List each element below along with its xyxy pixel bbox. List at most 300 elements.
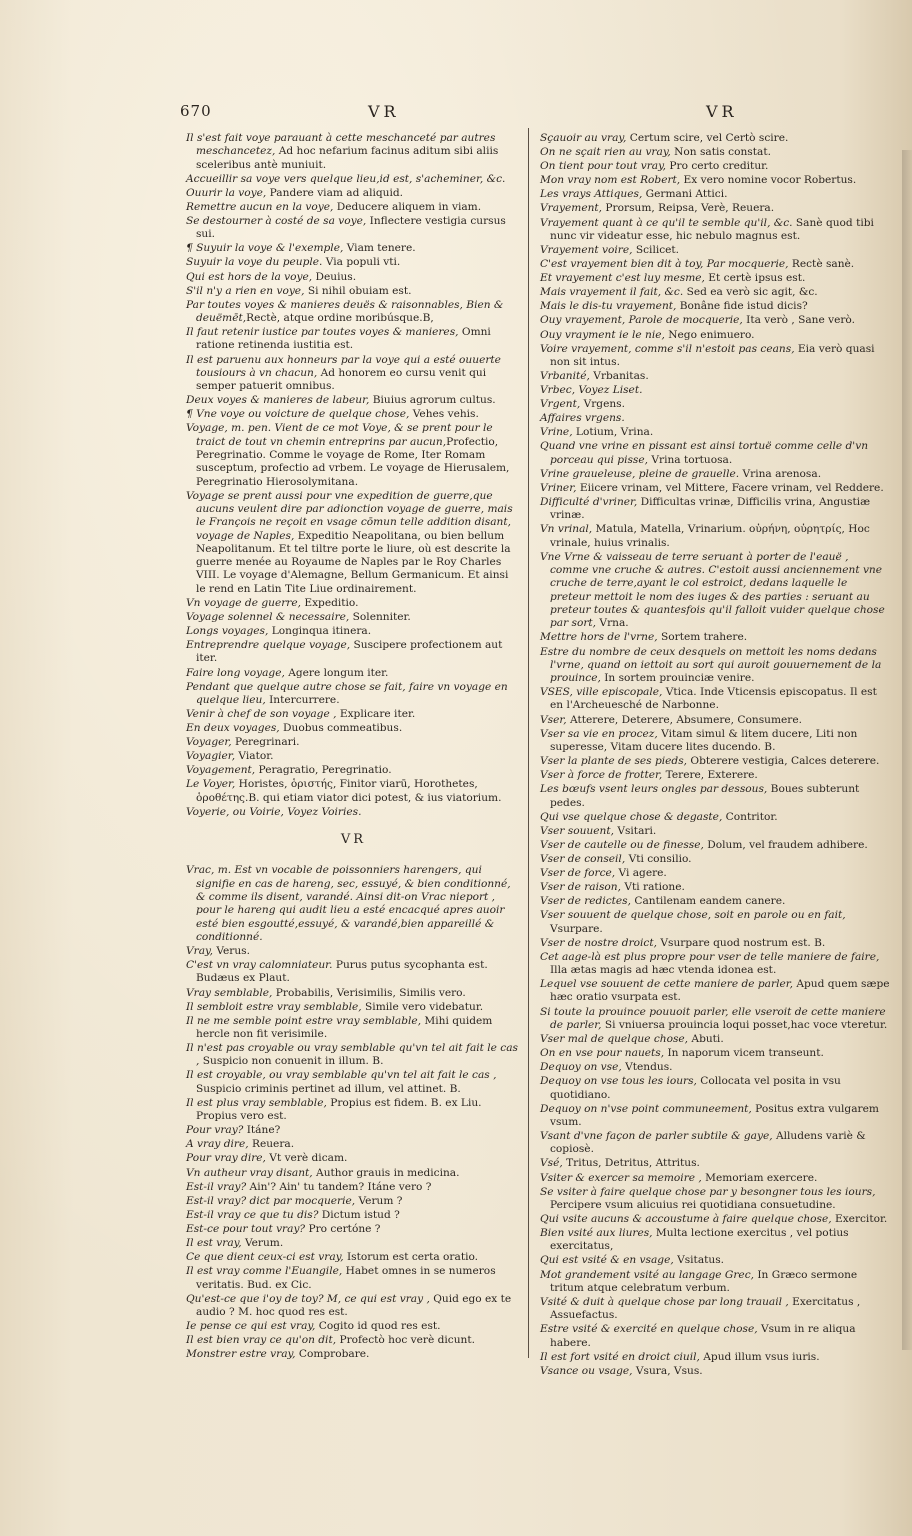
latin-translation: Quid ego ex te audio ? M. hoc quod res est. bbox=[196, 1292, 512, 1318]
french-phrase: Vrayement, bbox=[540, 202, 603, 215]
french-phrase: Voyage se prent aussi pour vne expedition de guerre,que aucuns veulent dire par adionction voyage de guerre, mais le François ne reçoit en vsage cōmun telle addition disant, voyage de Naples, bbox=[186, 489, 513, 542]
dictionary-entry bbox=[186, 778, 521, 805]
latin-translation: Vsitari. bbox=[613, 824, 657, 837]
french-phrase: Vrac, m. Est vn vocable de poissonniers harengers, qui signifie en cas de hareng, sec, essuyé, & bien conditionné, & comme ils disent, varandé. Ainsi dit-on Vrac nieport , pour le hareng qui audit lieu a esté encacqué apres auoir esté bien esgoutté,essuyé, & varandé,bien appareillé & conditionné. bbox=[186, 864, 511, 943]
french-phrase: Voyager, bbox=[186, 736, 232, 749]
latin-translation: Profectò hoc verè dicunt. bbox=[336, 1334, 475, 1347]
latin-translation: Percipere vsum alicuius rei quotidiana consuetudine. bbox=[550, 1198, 836, 1211]
latin-translation: Peragratio, Peregrinatio. bbox=[255, 764, 392, 777]
right-column-entries bbox=[540, 132, 890, 1378]
dictionary-entry bbox=[540, 755, 890, 768]
french-phrase: Bien vsité aux liures, bbox=[540, 1227, 653, 1240]
latin-translation: Expeditio. bbox=[300, 596, 359, 609]
dictionary-entry bbox=[540, 1006, 890, 1033]
french-phrase: C'est vrayement bien dit à toy, Par mocquerie, bbox=[540, 258, 789, 271]
french-phrase: Vne Vrne & vaisseau de terre seruant à porter de l'eauë , comme vne cruche & autres. C'estoit aussi anciennement vne cruche de terre,ayant le col estroict, dedans laquelle le preteur mettoit le nom des iuges & des parties : seruant au preteur toutes & quantesfois qu'il falloit vuider quelque chose par sort, bbox=[540, 550, 885, 630]
latin-translation: Certum scire, vel Certò scire. bbox=[626, 132, 789, 144]
dictionary-entry bbox=[186, 201, 521, 214]
latin-translation: Via populi vti. bbox=[322, 256, 401, 269]
dictionary-entry bbox=[186, 271, 521, 284]
french-phrase: Mot grandement vsité au langage Grec, bbox=[540, 1268, 754, 1281]
french-phrase: Vrayement voire, bbox=[540, 243, 633, 256]
french-phrase: On ne sçait rien au vray, bbox=[540, 146, 671, 159]
french-phrase: A vray dire, bbox=[186, 1138, 249, 1151]
dictionary-entry bbox=[186, 242, 521, 255]
page-edge-shadow bbox=[902, 150, 912, 1350]
latin-translation: Explicare iter. bbox=[336, 708, 416, 720]
latin-translation: Memoriam exercere. bbox=[701, 1171, 818, 1184]
latin-translation: Et certè ipsus est. bbox=[704, 272, 806, 285]
latin-translation: Apud quem sæpe hæc oratio vsurpata est. bbox=[550, 978, 890, 1004]
latin-translation: Vti consilio. bbox=[625, 852, 692, 865]
dictionary-entry bbox=[186, 285, 521, 298]
french-phrase: Dequoy on vse, bbox=[540, 1061, 622, 1074]
french-phrase: Ouurir la voye, bbox=[186, 186, 267, 199]
latin-translation: Pro certo creditur. bbox=[666, 160, 769, 173]
dictionary-entry bbox=[540, 329, 890, 342]
dictionary-entry bbox=[540, 244, 890, 257]
latin-translation: Germani Attici. bbox=[642, 188, 728, 201]
latin-translation: Sanè quod tibi nunc vir videatur esse, hic nebulo magnus est. bbox=[550, 216, 874, 242]
dictionary-entry bbox=[186, 215, 521, 242]
latin-translation: Terere, Exterere. bbox=[662, 769, 758, 782]
latin-translation: Rectè, atque ordine moribúsque.B, bbox=[246, 312, 434, 325]
dictionary-entry bbox=[540, 188, 890, 201]
latin-translation: Bonâne fide istud dicis? bbox=[676, 300, 808, 313]
french-phrase: ¶ Vne voye ou voicture de quelque chose, bbox=[186, 408, 410, 421]
dictionary-entry bbox=[186, 611, 521, 624]
french-phrase: Dequoy on vse tous les iours, bbox=[540, 1075, 697, 1088]
french-phrase: Vser de conseil, bbox=[540, 852, 626, 865]
latin-translation: In naporum vicem transeunt. bbox=[664, 1047, 824, 1060]
dictionary-entry bbox=[186, 1167, 521, 1180]
dictionary-entry bbox=[186, 806, 521, 819]
dictionary-entry bbox=[186, 625, 521, 638]
french-phrase: Remettre aucun en la voye, bbox=[186, 200, 334, 213]
latin-translation: Vtica. Inde Vticensis episcopatus. Il est en l'Archeuesché de Narbonne. bbox=[550, 686, 877, 712]
dictionary-entry bbox=[186, 490, 521, 596]
latin-translation: Obterere vestigia, Calces deterere. bbox=[687, 755, 880, 768]
dictionary-entry bbox=[540, 1186, 890, 1213]
page-number: 670 bbox=[180, 102, 212, 120]
french-phrase: Vrayement quant à ce qu'il te semble qu'il, &c. bbox=[540, 216, 793, 229]
french-phrase: Il est plus vray semblable, bbox=[186, 1096, 327, 1109]
french-phrase: Vser souuent de quelque chose, soit en parole ou en fait, bbox=[540, 909, 846, 922]
latin-translation: Omni ratione retinenda iustitia est. bbox=[196, 326, 491, 352]
latin-translation: Pro certóne ? bbox=[305, 1222, 381, 1235]
french-phrase: Il faut retenir iustice par toutes voyes & manieres, bbox=[186, 326, 459, 339]
french-phrase: Est-ce pour tout vray? bbox=[186, 1222, 306, 1235]
french-phrase: Par toutes voyes & manieres deuës & raisonnables, Bien & deuëmēt, bbox=[186, 298, 504, 325]
french-phrase: Vray semblable, bbox=[186, 986, 273, 999]
latin-translation: Illa ætas magis ad hæc vtenda idonea est. bbox=[550, 964, 777, 977]
french-phrase: Vray, bbox=[186, 945, 213, 958]
french-phrase: Il sembloit estre vray semblable, bbox=[186, 1000, 362, 1013]
french-phrase: Et vrayement c'est luy mesme, bbox=[540, 272, 705, 285]
dictionary-entry bbox=[186, 1195, 521, 1208]
latin-translation: Author grauis in medicina. bbox=[312, 1166, 460, 1179]
latin-translation: Horistes, ὁριστής, Finitor viarū, Horothetes, ὁροθέτης.B. qui etiam viator dici potest, & ius viatorium. bbox=[196, 778, 502, 804]
dictionary-entry bbox=[186, 1348, 521, 1361]
french-phrase: Longs voyages, bbox=[186, 625, 269, 638]
dictionary-entry bbox=[186, 945, 521, 958]
latin-translation: Vrina arenosa. bbox=[739, 467, 822, 480]
left-column bbox=[186, 132, 521, 1362]
left-column-entries-vray bbox=[186, 864, 521, 1361]
latin-translation: Scilicet. bbox=[632, 243, 680, 256]
french-phrase: Se destourner à costé de sa voye, bbox=[186, 214, 367, 227]
latin-translation: Alludens variè & copiosè. bbox=[550, 1130, 866, 1156]
french-phrase: Vn voyage de guerre, bbox=[186, 596, 301, 609]
latin-translation: Mihi quidem hercle non fit verisimile. bbox=[196, 1014, 493, 1040]
latin-translation: Matula, Matella, Vrinarium. οὐρήνη, οὐρητρίς, Hoc vrinale, huius vrinalis. bbox=[550, 523, 870, 549]
dictionary-entry bbox=[540, 426, 890, 439]
latin-translation: Ita verò , Sane verò. bbox=[742, 314, 855, 327]
dictionary-entry bbox=[540, 1103, 890, 1130]
latin-translation: Multa lectione exercitus , vel potius exercitatus, bbox=[550, 1227, 849, 1253]
french-phrase: Voyage, m. pen. Vient de ce mot Voye, & se prent pour le traict de tout vn chemin entreprins par aucun, bbox=[186, 422, 493, 448]
dictionary-entry bbox=[186, 256, 521, 269]
latin-translation: Pandere viam ad aliquid. bbox=[266, 186, 403, 199]
french-phrase: Vser de raison, bbox=[540, 881, 621, 894]
dictionary-entry bbox=[540, 482, 890, 495]
latin-translation: Suspicio criminis pertinet ad illum, vel attinet. B. bbox=[196, 1082, 461, 1095]
latin-translation: Habet omnes in se numeros veritatis. Bud. ex Cic. bbox=[196, 1265, 496, 1291]
dictionary-entry bbox=[186, 326, 521, 353]
dictionary-entry bbox=[186, 1138, 521, 1151]
dictionary-entry bbox=[540, 867, 890, 880]
dictionary-entry bbox=[186, 408, 521, 421]
dictionary-entry bbox=[540, 728, 890, 755]
dictionary-entry bbox=[186, 681, 521, 708]
dictionary-entry bbox=[540, 314, 890, 327]
latin-translation: Atterere, Deterere, Absumere, Consumere. bbox=[566, 713, 802, 726]
french-phrase: Ouy vrayment ie le nie, bbox=[540, 328, 665, 341]
latin-translation: Vti ratione. bbox=[620, 881, 685, 894]
latin-translation: Peregrinari. bbox=[231, 736, 300, 749]
french-phrase: Vrine graueleuse, pleine de grauelle. bbox=[540, 467, 740, 480]
latin-translation: Ad hoc nefarium facinus aditum sibi aliis sceleribus antè muniuit. bbox=[196, 145, 499, 171]
latin-translation: Cantilenam eandem canere. bbox=[630, 895, 786, 908]
french-phrase: Vser à force de frotter, bbox=[540, 769, 663, 782]
french-phrase: Difficulté d'vriner, bbox=[540, 496, 638, 509]
running-head-right: VR bbox=[706, 102, 738, 121]
french-phrase: Est-il vray? bbox=[186, 1180, 247, 1193]
latin-translation: Eiicere vrinam, vel Mittere, Facere vrinam, vel Reddere. bbox=[576, 481, 884, 494]
latin-translation: Exercitatus , Assuefactus. bbox=[550, 1295, 861, 1322]
french-phrase: Qui est hors de la voye, bbox=[186, 270, 313, 283]
latin-translation: Deuius. bbox=[312, 270, 357, 283]
dictionary-entry bbox=[186, 1293, 521, 1320]
french-phrase: Faire long voyage, bbox=[186, 666, 285, 679]
french-phrase: Voyerie, ou Voirie, Voyez Voiries. bbox=[186, 805, 362, 818]
latin-translation: Deducere aliquem in viam. bbox=[333, 200, 482, 213]
latin-translation: Vsurpare quod nostrum est. B. bbox=[656, 936, 826, 949]
latin-translation: Expeditio Neapolitana, ou bien bellum Neapolitanum. Et tel tiltre porte le liure, où est descrite la guerre menée au Royaume de Naples par le Roy Charles VIII. Le voyage d'Alemagne, Bellum Germanicum. Et ainsi le rend en Latin Tite Liue ordinairement. bbox=[196, 529, 511, 595]
dictionary-entry bbox=[186, 132, 521, 172]
french-phrase: Vriner, bbox=[540, 481, 577, 494]
french-phrase: Vser de cautelle ou de finesse, bbox=[540, 838, 704, 851]
french-phrase: Qui vse quelque chose & degaste, bbox=[540, 810, 723, 823]
latin-translation: Boues subterunt pedes. bbox=[550, 783, 860, 809]
dictionary-entry bbox=[540, 146, 890, 159]
french-phrase: Vser de nostre droict, bbox=[540, 936, 657, 949]
dictionary-entry bbox=[186, 1152, 521, 1165]
french-phrase: Qui vsite aucuns & accoustume à faire quelque chose, bbox=[540, 1212, 832, 1225]
latin-translation: Biuius agrorum cultus. bbox=[369, 394, 496, 407]
latin-translation: Probabilis, Verisimilis, Similis vero. bbox=[272, 986, 466, 999]
latin-translation: Sed ea verò sic agit, &c. bbox=[683, 286, 818, 299]
latin-translation: Inflectere vestigia cursus sui. bbox=[196, 214, 506, 241]
latin-translation: Itáne? bbox=[243, 1124, 281, 1137]
french-phrase: Mais le dis-tu vrayement, bbox=[540, 300, 677, 313]
dictionary-entry bbox=[540, 160, 890, 173]
french-phrase: Mais vrayement il fait, &c. bbox=[540, 286, 684, 299]
french-phrase: Vser, bbox=[540, 713, 567, 726]
french-phrase: Vser sa vie en procez, bbox=[540, 727, 658, 740]
dictionary-entry bbox=[540, 646, 890, 686]
french-phrase: Il n'est pas croyable ou vray semblable qu'vn tel ait fait le cas , bbox=[186, 1042, 518, 1068]
dictionary-entry bbox=[186, 708, 521, 721]
french-phrase: Qui est vsité & en vsage, bbox=[540, 1254, 674, 1267]
french-phrase: Cet aage-là est plus propre pour vser de telle maniere de faire, bbox=[540, 950, 880, 963]
dictionary-entry bbox=[540, 440, 890, 467]
dictionary-entry bbox=[186, 959, 521, 986]
latin-translation: Rectè sanè. bbox=[788, 258, 855, 271]
dictionary-entry bbox=[186, 1265, 521, 1292]
dictionary-entry bbox=[540, 1075, 890, 1102]
latin-translation: Verum. bbox=[241, 1237, 284, 1250]
dictionary-entry bbox=[186, 1001, 521, 1014]
french-phrase: En deux voyages, bbox=[186, 722, 280, 735]
french-phrase: Vrine, bbox=[540, 426, 573, 439]
latin-translation: Difficultas vrinæ, Difficilis vrina, Angustiæ vrinæ. bbox=[550, 496, 871, 522]
latin-translation: Abuti. bbox=[688, 1032, 724, 1045]
french-phrase: Voyagement, bbox=[186, 764, 256, 777]
latin-translation: Vsum in re aliqua habere. bbox=[550, 1323, 856, 1349]
latin-translation: Vsurpare. bbox=[550, 922, 603, 935]
dictionary-entry bbox=[186, 187, 521, 200]
dictionary-entry bbox=[540, 1130, 890, 1157]
french-phrase: Suyuir la voye du peuple. bbox=[186, 256, 323, 269]
dictionary-entry bbox=[540, 978, 890, 1005]
dictionary-entry bbox=[186, 1042, 521, 1069]
french-phrase: Mettre hors de l'vrne, bbox=[540, 631, 658, 644]
french-phrase: Estre du nombre de ceux desquels on mettoit les noms dedans l'vrne, quand on iettoit au sort qui auroit gouuernement de la prouince, bbox=[540, 645, 882, 685]
french-phrase: Il est croyable, ou vray semblable qu'vn tel ait fait le cas , bbox=[186, 1069, 497, 1082]
french-phrase: Est-il vray? dict par mocquerie, bbox=[186, 1194, 356, 1207]
dictionary-entry bbox=[540, 1061, 890, 1074]
latin-translation: Ex vero nomine vocor Robertus. bbox=[680, 174, 857, 187]
latin-translation: Purus putus sycophanta est. Budæus ex Plaut. bbox=[196, 959, 488, 985]
latin-translation: Vsitatus. bbox=[673, 1254, 725, 1267]
latin-translation: Prorsum, Reipsa, Verè, Reuera. bbox=[602, 202, 775, 215]
latin-translation: Eia verò quasi non sit intus. bbox=[550, 342, 875, 368]
french-phrase: S'il n'y a rien en voye, bbox=[186, 284, 305, 297]
dictionary-entry bbox=[540, 174, 890, 187]
french-phrase: Mon vray nom est Robert, bbox=[540, 174, 681, 187]
dictionary-entry bbox=[540, 398, 890, 411]
french-phrase: Voyagier, bbox=[186, 750, 236, 763]
dictionary-entry bbox=[540, 132, 890, 145]
dictionary-entry bbox=[540, 1172, 890, 1185]
dictionary-entry bbox=[540, 853, 890, 866]
latin-translation: Istorum est certa oratio. bbox=[343, 1251, 479, 1264]
dictionary-entry bbox=[186, 1334, 521, 1347]
dictionary-entry bbox=[186, 1015, 521, 1042]
french-phrase: Pendant que quelque autre chose se fait, faire vn voyage en quelque lieu, bbox=[186, 680, 508, 706]
latin-translation: Dolum, vel fraudem adhibere. bbox=[703, 838, 868, 851]
latin-translation: Dictum istud ? bbox=[318, 1208, 400, 1221]
dictionary-entry bbox=[186, 1181, 521, 1194]
dictionary-entry bbox=[540, 1351, 890, 1364]
french-phrase: Il est fort vsité en droict ciuil, bbox=[540, 1350, 700, 1363]
latin-translation: Comprobare. bbox=[295, 1348, 370, 1361]
dictionary-entry bbox=[540, 217, 890, 244]
french-phrase: Pour vray? bbox=[186, 1124, 244, 1137]
french-phrase: Il s'est fait voye parauant à cette meschanceté par autres meschancetez, bbox=[186, 132, 496, 158]
latin-translation: Suspicio non conuenit in illum. B. bbox=[199, 1055, 384, 1068]
dictionary-entry bbox=[540, 714, 890, 727]
french-phrase: Vsiter & exercer sa memoire , bbox=[540, 1171, 702, 1184]
dictionary-entry bbox=[186, 1069, 521, 1096]
latin-translation: Intercurrere. bbox=[265, 693, 340, 706]
latin-translation: Si nihil obuiam est. bbox=[304, 284, 412, 297]
column-divider bbox=[528, 128, 529, 1358]
french-phrase: Entreprendre quelque voyage, bbox=[186, 639, 351, 652]
dictionary-entry bbox=[540, 631, 890, 644]
dictionary-entry bbox=[186, 736, 521, 749]
latin-translation: Lotium, Vrina. bbox=[572, 426, 654, 439]
dictionary-entry bbox=[186, 1237, 521, 1250]
dictionary-entry bbox=[186, 750, 521, 763]
latin-translation: In Græco sermone tritum atque celebratum verbum. bbox=[550, 1268, 858, 1294]
latin-translation: Collocata vel posita in vsu quotidiano. bbox=[550, 1075, 841, 1101]
dictionary-entry bbox=[540, 895, 890, 908]
french-phrase: On tient pour tout vray, bbox=[540, 160, 667, 173]
latin-translation: Suscipere profectionem aut iter. bbox=[196, 639, 503, 665]
dictionary-entry bbox=[540, 272, 890, 285]
dictionary-entry bbox=[186, 864, 521, 944]
dictionary-entry bbox=[540, 258, 890, 271]
running-head-left: VR bbox=[368, 102, 400, 121]
latin-translation: Positus extra vulgarem vsum. bbox=[550, 1102, 879, 1128]
latin-translation: Reuera. bbox=[248, 1138, 295, 1151]
french-phrase: Le Voyer, bbox=[186, 778, 236, 791]
dictionary-entry bbox=[540, 937, 890, 950]
french-phrase: On en vse pour nauets, bbox=[540, 1047, 665, 1060]
dictionary-entry bbox=[540, 384, 890, 397]
french-phrase: Ce que dient ceux-ci est vray, bbox=[186, 1251, 344, 1264]
dictionary-entry bbox=[186, 1124, 521, 1137]
dictionary-entry bbox=[540, 1365, 890, 1378]
french-phrase: Affaires vrgens. bbox=[540, 412, 625, 425]
latin-translation: Simile vero videbatur. bbox=[361, 1000, 484, 1013]
dictionary-entry bbox=[540, 839, 890, 852]
dictionary-entry bbox=[540, 881, 890, 894]
french-phrase: Les vrays Attiques, bbox=[540, 188, 643, 201]
french-phrase: Les bœufs vsent leurs ongles par dessous, bbox=[540, 783, 768, 796]
latin-translation: Vtendus. bbox=[621, 1061, 673, 1074]
latin-translation: Nego enimuero. bbox=[664, 328, 755, 341]
latin-translation: Duobus commeatibus. bbox=[279, 722, 403, 735]
latin-translation: Agere longum iter. bbox=[284, 666, 389, 679]
dictionary-entry bbox=[540, 1227, 890, 1254]
left-column-entries-voye bbox=[186, 132, 521, 819]
latin-translation: Profectio, Peregrinatio. Comme le voyage de Rome, Iter Romam susceptum, profectio ad vrbem. Le voyage de Hierusalem, Peregrinatio Hierosolymitana. bbox=[196, 435, 510, 488]
dictionary-entry bbox=[186, 639, 521, 666]
dictionary-entry bbox=[186, 987, 521, 1000]
latin-translation: Solenniter. bbox=[349, 610, 411, 623]
french-phrase: Est-il vray ce que tu dis? bbox=[186, 1208, 319, 1221]
dictionary-entry bbox=[186, 354, 521, 394]
dictionary-entry bbox=[540, 909, 890, 936]
dictionary-entry bbox=[540, 825, 890, 838]
french-phrase: Vser la plante de ses pieds, bbox=[540, 755, 688, 768]
french-phrase: ¶ Suyuir la voye & l'exemple, bbox=[186, 242, 344, 255]
latin-translation: Vrina tortuosa. bbox=[647, 453, 733, 466]
dictionary-entry bbox=[186, 1251, 521, 1264]
dictionary-entry bbox=[540, 1033, 890, 1046]
french-phrase: Venir à chef de son voyage , bbox=[186, 708, 337, 720]
latin-translation: In sortem prouinciæ venire. bbox=[600, 672, 755, 685]
french-phrase: Qu'est-ce que i'oy de toy? M, ce qui est vray , bbox=[186, 1292, 430, 1305]
french-phrase: Voyage solennel & necessaire, bbox=[186, 610, 350, 623]
dictionary-entry bbox=[540, 343, 890, 370]
latin-translation: Vrbanitas. bbox=[589, 370, 649, 382]
dictionary-entry bbox=[186, 394, 521, 407]
french-phrase: Voire vrayement, comme s'il n'estoit pas ceans, bbox=[540, 342, 795, 355]
french-phrase: Vsant d'vne façon de parler subtile & gaye, bbox=[540, 1130, 773, 1143]
dictionary-entry bbox=[540, 496, 890, 523]
french-phrase: Il est vray, bbox=[186, 1237, 242, 1250]
dictionary-entry bbox=[540, 370, 890, 383]
dictionary-entry bbox=[540, 412, 890, 425]
dictionary-entry bbox=[540, 300, 890, 313]
dictionary-entry bbox=[540, 1254, 890, 1267]
french-phrase: Vser de redictes, bbox=[540, 895, 631, 908]
dictionary-entry bbox=[186, 1223, 521, 1236]
latin-translation: Vi agere. bbox=[615, 867, 667, 880]
dictionary-entry bbox=[186, 422, 521, 488]
latin-translation: Verus. bbox=[212, 945, 250, 958]
dictionary-entry bbox=[540, 1296, 890, 1323]
french-phrase: VSES, ville episcopale, bbox=[540, 686, 663, 699]
french-phrase: Monstrer estre vray, bbox=[186, 1348, 296, 1361]
right-column bbox=[540, 132, 890, 1379]
french-phrase: Vsé, bbox=[540, 1157, 563, 1170]
french-phrase: Il est paruenu aux honneurs par la voye qui a esté ouuerte tousiours à vn chacun, bbox=[186, 353, 501, 379]
latin-translation: Contritor. bbox=[722, 810, 778, 823]
latin-translation: Tritus, Detritus, Attritus. bbox=[562, 1157, 700, 1170]
french-phrase: C'est vn vray calomniateur. bbox=[186, 959, 333, 972]
dictionary-entry bbox=[186, 1097, 521, 1124]
french-phrase: Quand vne vrine en pissant est ainsi tortuë comme celle d'vn porceau qui pisse, bbox=[540, 440, 869, 466]
dictionary-entry bbox=[186, 597, 521, 610]
latin-translation: Vehes vehis. bbox=[409, 408, 479, 421]
latin-translation: Exercitor. bbox=[831, 1212, 888, 1225]
dictionary-entry bbox=[540, 523, 890, 550]
latin-translation: Viam tenere. bbox=[343, 242, 416, 255]
dictionary-entry bbox=[186, 722, 521, 735]
dictionary-entry bbox=[186, 1320, 521, 1333]
dictionary-entry bbox=[540, 1323, 890, 1350]
french-phrase: Deux voyes & manieres de labeur, bbox=[186, 394, 370, 407]
dictionary-entry bbox=[540, 1157, 890, 1170]
latin-translation: Apud illum vsus iuris. bbox=[699, 1350, 820, 1363]
french-phrase: Vsité & duit à quelque chose par long trauail , bbox=[540, 1295, 789, 1308]
french-phrase: Accueillir sa voye vers quelque lieu,id est, s'acheminer, &c. bbox=[186, 172, 506, 185]
